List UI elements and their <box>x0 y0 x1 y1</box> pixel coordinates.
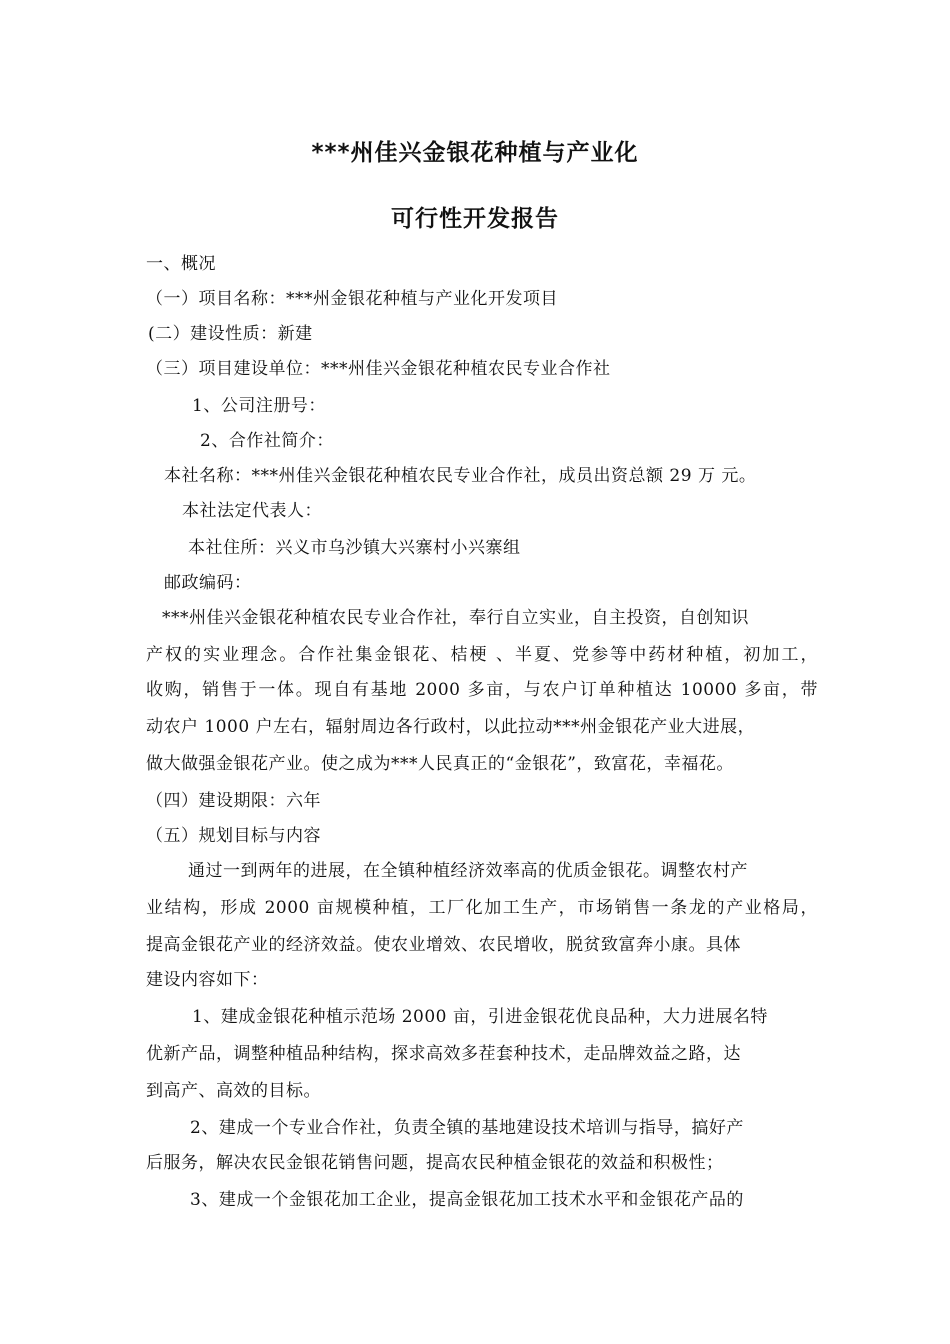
paragraph-line: 收购，销售于一体。现自有基地 2000 多亩，与农户订单种植达 10000 多亩，带 <box>146 680 818 700</box>
cooperative-name-line: 本社名称：***州佳兴金银花种植农民专业合作社，成员出资总额 29 万 元。 <box>164 466 757 486</box>
paragraph-line: 产权的实业理念。合作社集金银花、桔梗 、半夏、党参等中药材种植，初加工， <box>146 645 818 665</box>
project-name-line: （一）项目名称：***州金银花种植与产业化开发项目 <box>146 289 558 309</box>
paragraph-line: 建设内容如下： <box>146 970 269 990</box>
section-heading-overview: 一、概况 <box>146 254 216 274</box>
address-line: 本社住所：兴义市乌沙镇大兴寨村小兴寨组 <box>188 538 521 558</box>
construction-unit-line: （三）项目建设单位：***州佳兴金银花种植农民专业合作社 <box>146 359 611 379</box>
document-title-line-1: ***州佳兴金银花种植与产业化 <box>311 140 639 166</box>
legal-representative-line: 本社法定代表人： <box>182 501 322 521</box>
document-title-line-2: 可行性开发报告 <box>391 206 559 232</box>
list-item-line: 1、建成金银花种植示范场 2000 亩，引进金银花优良品种，大力进展名特 <box>192 1007 768 1027</box>
list-item-line: 2、建成一个专业合作社，负责全镇的基地建设技术培训与指导，搞好产 <box>190 1118 744 1138</box>
list-item-line: 优新产品，调整种植品种结构，探求高效多茬套种技术，走品牌效益之路，达 <box>146 1044 741 1064</box>
registration-number-line: 1、公司注册号： <box>192 396 326 416</box>
paragraph-line: 做大做强金银花产业。使之成为***人民真正的“金银花”，致富花，幸福花。 <box>146 754 734 774</box>
paragraph-line: 提高金银花产业的经济效益。使农业增效、农民增收，脱贫致富奔小康。具体 <box>146 935 741 955</box>
planning-goals-heading: （五）规划目标与内容 <box>146 826 321 846</box>
construction-period-line: （四）建设期限：六年 <box>146 791 321 811</box>
postal-code-line: 邮政编码： <box>164 573 252 593</box>
paragraph-line: ***州佳兴金银花种植农民专业合作社，奉行自立实业，自主投资，自创知识 <box>162 608 749 628</box>
list-item-line: 到高产、高效的目标。 <box>146 1081 321 1101</box>
paragraph-line: 通过一到两年的进展，在全镇种植经济效率高的优质金银花。调整农村产 <box>188 861 748 881</box>
list-item-line: 3、建成一个金银花加工企业，提高金银花加工技术水平和金银花产品的 <box>190 1190 744 1210</box>
list-item-line: 后服务，解决农民金银花销售问题，提高农民种植金银花的效益和积极性； <box>146 1153 724 1173</box>
construction-nature-line: (二）建设性质：新建 <box>148 324 313 344</box>
cooperative-intro-line: 2、合作社简介： <box>200 431 334 451</box>
paragraph-line: 动农户 1000 户左右，辐射周边各行政村，以此拉动***州金银花产业大进展， <box>146 717 756 737</box>
paragraph-line: 业结构，形成 2000 亩规模种植，工厂化加工生产，市场销售一条龙的产业格局， <box>146 898 818 918</box>
